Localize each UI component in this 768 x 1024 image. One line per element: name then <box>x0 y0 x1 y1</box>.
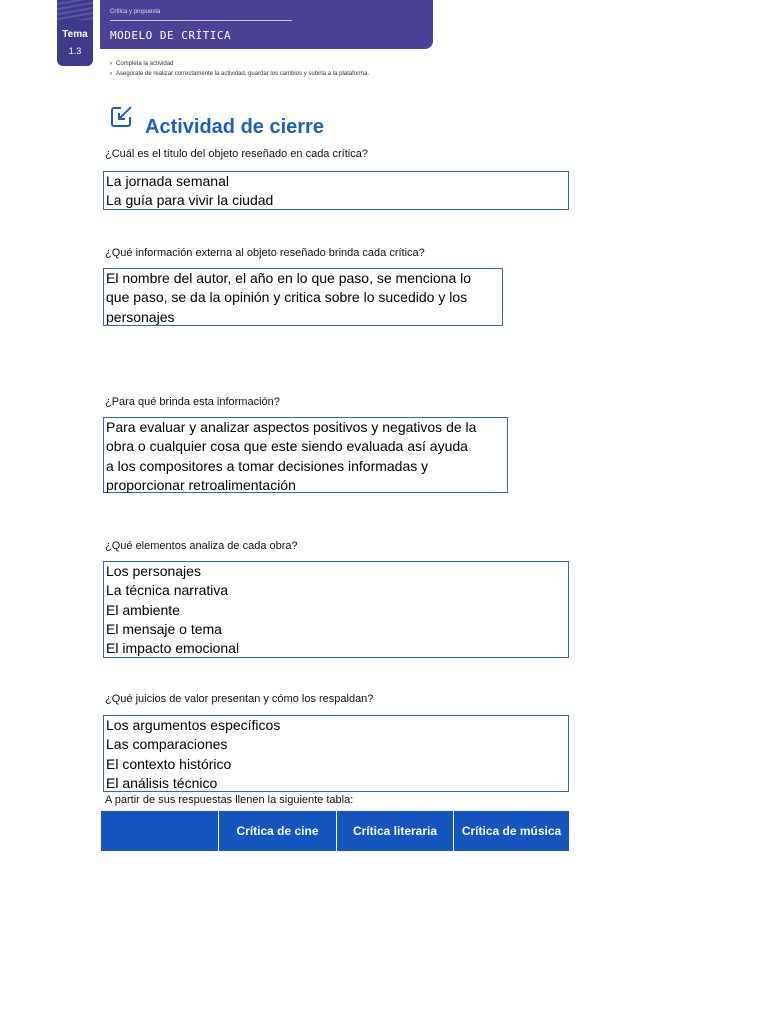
banner-title: MODELO DE CRÍTICA <box>110 29 232 42</box>
tema-decoration <box>57 0 93 20</box>
question-2: ¿Qué información externa al objeto reseñado brinda cada crítica? <box>105 247 425 259</box>
tema-tab <box>57 0 93 66</box>
answer-field-5[interactable] <box>103 715 569 792</box>
question-5: ¿Qué juicios de valor presentan y cómo los respaldan? <box>105 693 374 705</box>
answer-line: El análisis técnico <box>106 774 218 791</box>
table-header-cell <box>101 811 218 851</box>
answer-line: La técnica narrativa <box>106 582 229 599</box>
activity-title: Actividad de cierre <box>145 116 324 138</box>
answer-line: El contexto histórico <box>106 755 232 772</box>
answer-line: obra o cualquier cosa que este siendo evaluada así ayuda <box>106 438 468 455</box>
table-caption: A partir de sus respuestas llenen la siguiente tabla: <box>105 794 354 806</box>
answer-field-2[interactable] <box>103 268 503 326</box>
chevron-right-icon: › <box>110 61 112 67</box>
answer-line: que paso, se da la opinión y critica sobre lo sucedido y los <box>106 289 468 306</box>
answer-field-3[interactable] <box>103 417 508 493</box>
instructions-list <box>110 59 369 79</box>
answer-line: El ambiente <box>106 601 180 618</box>
table-header-cell: Crítica literaria <box>336 811 453 851</box>
table-header-cell: Crítica de música <box>453 811 569 851</box>
tema-label: Tema <box>62 29 88 40</box>
answer-line: Para evaluar y analizar aspectos positivos y negativos de la <box>106 419 477 435</box>
answer-field-4[interactable] <box>103 561 569 658</box>
tema-number: 1.3 <box>68 46 82 56</box>
answer-line: La jornada semanal <box>106 173 229 189</box>
instruction-item: › Asegúrate de realizar correctamente la actividad, guardar los cambios y subirla a la plataforma. <box>110 71 370 77</box>
answer-line: personajes <box>106 308 175 325</box>
answer-line: proporcionar retroalimentación <box>106 476 296 493</box>
answer-line: El impacto emocional <box>106 640 240 657</box>
answer-line: El nombre del autor, el año en lo que paso, se menciona lo <box>106 270 472 286</box>
banner-subtitle: Crítica y propuesta <box>110 9 161 15</box>
answer-line: El mensaje o tema <box>106 620 222 637</box>
question-4: ¿Qué elementos analiza de cada obra? <box>105 540 298 552</box>
answer-line: La guía para vivir la ciudad <box>106 192 274 209</box>
table-header-cell: Crítica de cine <box>218 811 336 851</box>
banner-divider <box>110 20 292 21</box>
answer-line: a los compositores a tomar decisiones informadas y <box>106 457 429 474</box>
chevron-right-icon: › <box>110 71 112 77</box>
comparison-table-header <box>101 811 569 851</box>
answer-line: Los personajes <box>106 563 201 579</box>
question-3: ¿Para qué brinda esta información? <box>105 396 280 408</box>
edit-square-icon <box>110 104 134 128</box>
answer-line: Las comparaciones <box>106 736 228 753</box>
instruction-item: › Completa la actividad <box>110 61 174 67</box>
question-1: ¿Cuál es el título del objeto reseñado en cada crítica? <box>105 148 368 160</box>
answer-field-1[interactable] <box>103 171 569 210</box>
header-banner <box>100 0 433 49</box>
answer-line: Los argumentos específicos <box>106 717 281 733</box>
